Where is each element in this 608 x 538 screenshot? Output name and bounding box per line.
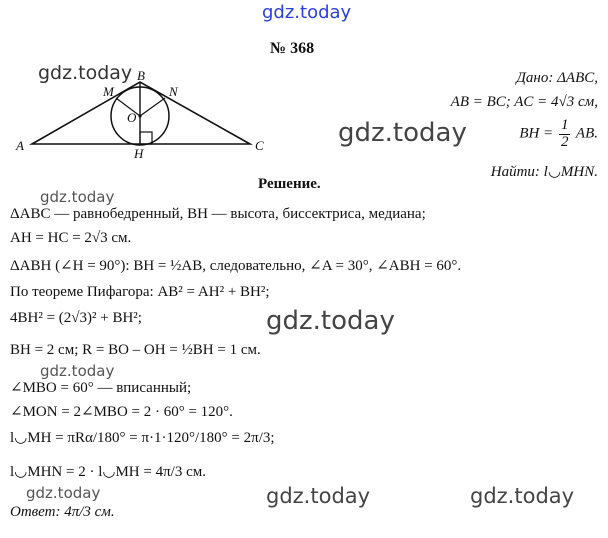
solution-line-7: ∠MBO = 60° — вписанный; — [10, 380, 192, 396]
solution-line-2: AH = HC = 2√3 см. — [10, 230, 132, 246]
given-line-2: AB = BC; AC = 4√3 см, — [450, 94, 598, 110]
label-c: C — [255, 138, 264, 153]
label-n: N — [169, 84, 178, 99]
find-line: Найти: l◡MHN. — [490, 164, 598, 180]
solution-line-6: BH = 2 см; R = BO – OH = ½BH = 1 см. — [10, 342, 261, 358]
solution-line-5: 4BH² = (2√3)² + BH²; — [10, 310, 142, 326]
given-line-1: Дано: ΔABC, — [516, 70, 598, 86]
watermark-left-1: gdz.today — [40, 188, 115, 206]
solution-line-10: l◡MHN = 2 · l◡MH = 4π/3 см. — [10, 464, 206, 480]
fraction-half: $\frac{1}{2}$ — [560, 117, 569, 150]
solution-line-8: ∠MON = 2∠MBO = 2 · 60° = 120°. — [10, 404, 233, 420]
problem-number: № 368 — [270, 40, 315, 57]
label-h: H — [134, 146, 144, 161]
answer-line: Ответ: 4π/3 см. — [10, 504, 115, 520]
center-point — [138, 114, 141, 117]
label-b: B — [137, 68, 145, 83]
solution-line-3: ΔABH (∠H = 90°): BH = ½AB, следовательно, ∠A = 30°, ∠ABH = 60°. — [10, 258, 462, 274]
radius-on — [140, 98, 165, 116]
solution-heading: Решение. — [258, 176, 321, 192]
watermark-left-2: gdz.today — [40, 362, 115, 380]
watermark-left-3: gdz.today — [26, 484, 101, 502]
solution-line-9: l◡MH = πRα/180° = π·1·120°/180° = 2π/3; — [10, 430, 275, 446]
triangle-abc — [32, 82, 250, 144]
solution-line-4: По теореме Пифагора: AB² = AH² + BH²; — [10, 284, 270, 300]
right-angle-mark — [140, 132, 152, 144]
watermark-right: gdz.today — [338, 118, 467, 148]
solution-line-1: ΔABC — равнобедренный, BH — высота, биссектриса, медиана; — [10, 206, 426, 222]
watermark-center: gdz.today — [266, 306, 395, 336]
watermark-figure: gdz.today — [38, 62, 133, 84]
watermark-bottom-right: gdz.today — [470, 484, 575, 508]
watermark-bottom-center: gdz.today — [266, 484, 371, 508]
label-o: O — [127, 110, 137, 125]
label-m: M — [103, 84, 114, 99]
label-a: A — [16, 138, 24, 153]
watermark-top: gdz.today — [262, 2, 352, 23]
given-line-3: BH = $\frac{1}{2}$ AB. — [519, 117, 598, 150]
